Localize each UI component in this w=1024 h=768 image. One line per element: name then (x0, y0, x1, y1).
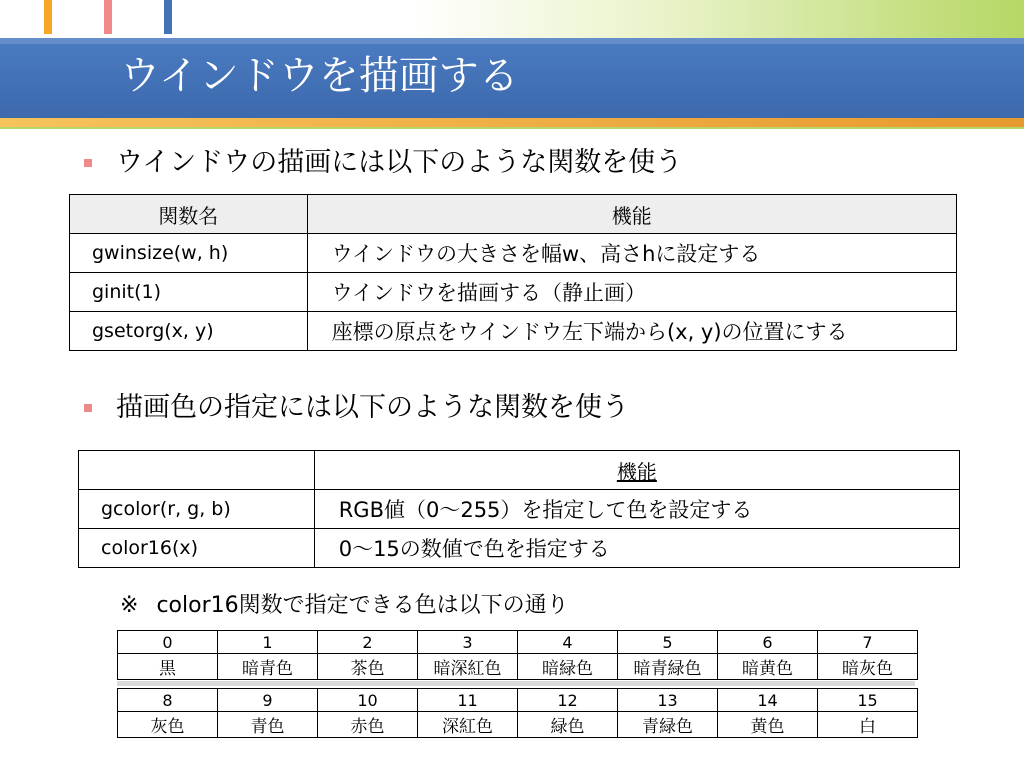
color-name: 灰色 (118, 712, 218, 738)
color-number: 13 (618, 689, 718, 712)
bullet-section1 (84, 146, 682, 180)
function-description: 0～15の数値で色を指定する (314, 529, 959, 568)
color-name-row (118, 654, 918, 680)
bullet-text: ウインドウの描画には以下のような関数を使う (116, 147, 683, 178)
color-number: 10 (318, 689, 418, 712)
table-row (79, 529, 960, 568)
bullet-section2 (84, 391, 629, 425)
color-number-row (118, 689, 918, 712)
header-function: 機能 (314, 451, 959, 490)
header-blank (79, 451, 315, 490)
function-description: ウインドウを描画する（静止画） (307, 273, 956, 312)
header-function: 機能 (307, 195, 956, 234)
color-number: 12 (518, 689, 618, 712)
note-mark: ※ (120, 593, 139, 618)
title-underline (0, 118, 1024, 127)
color-table-upper (117, 630, 918, 680)
bullet-text: 描画色の指定には以下のような関数を使う (116, 392, 629, 423)
function-name: ginit(1) (70, 273, 308, 312)
color-name: 暗深紅色 (418, 654, 518, 680)
table-row (79, 490, 960, 529)
table-row (70, 234, 957, 273)
color-number: 7 (818, 631, 918, 654)
function-name: gcolor(r, g, b) (79, 490, 315, 529)
color-name: 黒 (118, 654, 218, 680)
table-row (70, 273, 957, 312)
color-name: 暗緑色 (518, 654, 618, 680)
color-number: 3 (418, 631, 518, 654)
color-number: 2 (318, 631, 418, 654)
table-separator (117, 681, 915, 686)
top-gradient-strip (0, 0, 1024, 38)
color-name: 暗黄色 (718, 654, 818, 680)
slide-title: ウインドウを描画する (120, 53, 519, 99)
color-number: 6 (718, 631, 818, 654)
stripe-orange (44, 0, 52, 34)
function-name: gwinsize(w, h) (70, 234, 308, 273)
color-name: 暗青緑色 (618, 654, 718, 680)
color-number: 5 (618, 631, 718, 654)
table-row (70, 312, 957, 351)
title-bar (0, 38, 1024, 118)
title-bar-shine (0, 38, 1024, 44)
function-description: ウインドウの大きさを幅w、高さhに設定する (307, 234, 956, 273)
color-number: 15 (818, 689, 918, 712)
function-description: RGB値（0～255）を指定して色を設定する (314, 490, 959, 529)
color-name: 白 (818, 712, 918, 738)
table-header-row (79, 451, 960, 490)
bullet-square-icon (84, 404, 92, 412)
color-number-row (118, 631, 918, 654)
table-header-row (70, 195, 957, 234)
color-table-lower (117, 688, 918, 738)
function-name: gsetorg(x, y) (70, 312, 308, 351)
color-name: 深紅色 (418, 712, 518, 738)
color-name: 暗青色 (218, 654, 318, 680)
note-text: color16関数で指定できる色は以下の通り (156, 593, 569, 618)
color-number: 8 (118, 689, 218, 712)
color-number: 0 (118, 631, 218, 654)
stripe-blue (164, 0, 172, 34)
color-name: 緑色 (518, 712, 618, 738)
functions-table (69, 194, 957, 351)
color-name-row (118, 712, 918, 738)
color-name: 赤色 (318, 712, 418, 738)
header-function-name: 関数名 (70, 195, 308, 234)
color-number: 9 (218, 689, 318, 712)
color-number: 14 (718, 689, 818, 712)
color-name: 黄色 (718, 712, 818, 738)
function-name: color16(x) (79, 529, 315, 568)
color-number: 1 (218, 631, 318, 654)
color-name: 暗灰色 (818, 654, 918, 680)
title-underline-green (0, 127, 1024, 129)
color-functions-table (78, 450, 960, 568)
stripe-pink (104, 0, 112, 34)
color-name: 青色 (218, 712, 318, 738)
color-name: 茶色 (318, 654, 418, 680)
bullet-square-icon (84, 159, 92, 167)
note (120, 590, 569, 622)
color-number: 4 (518, 631, 618, 654)
function-description: 座標の原点をウインドウ左下端から(x, y)の位置にする (307, 312, 956, 351)
color-name: 青緑色 (618, 712, 718, 738)
color-number: 11 (418, 689, 518, 712)
